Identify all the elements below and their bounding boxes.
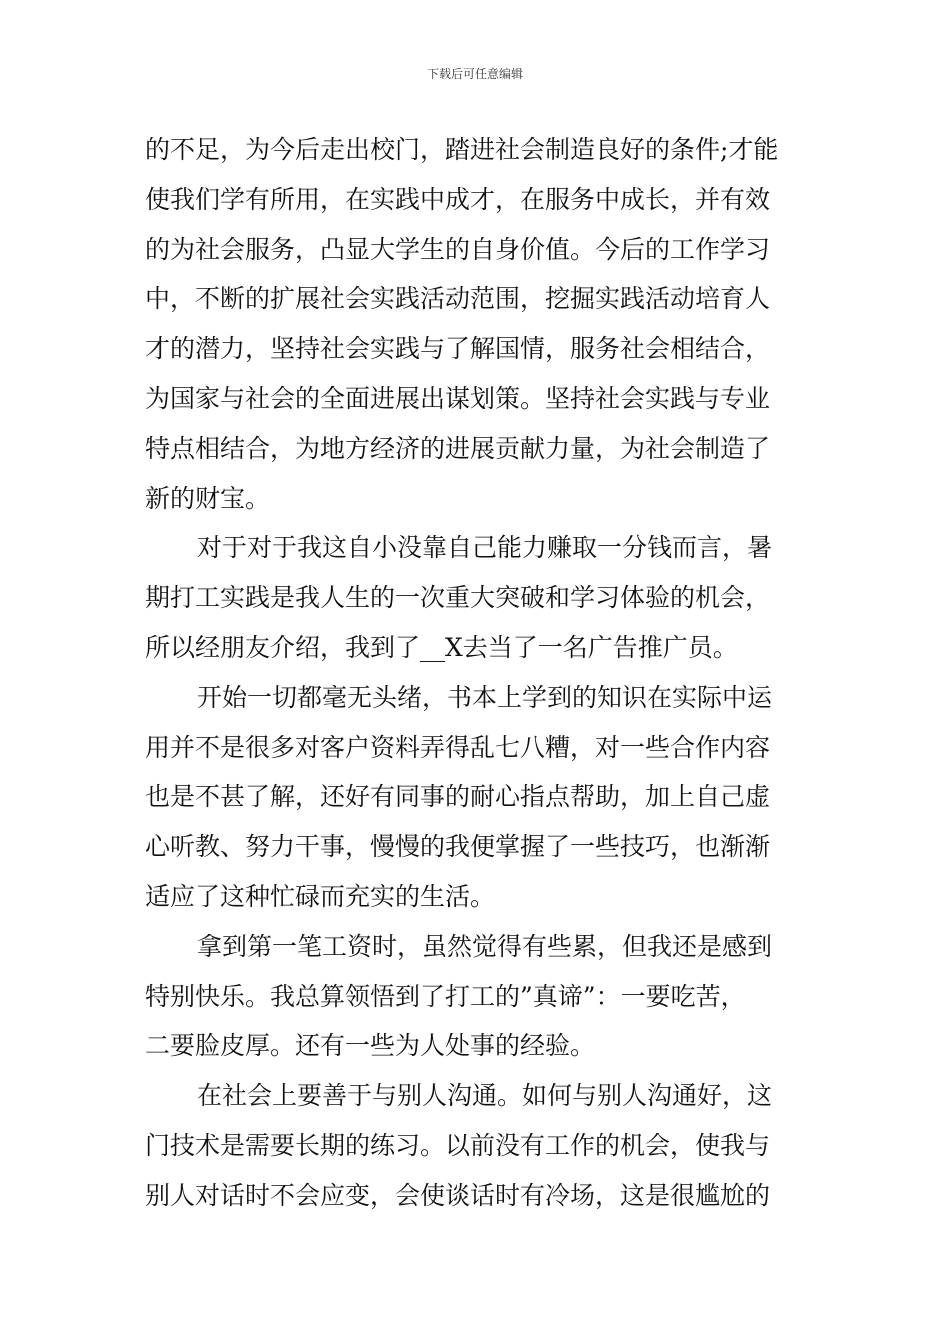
text-line: 的不足，为今后走出校门，踏进社会制造良好的条件;才能 — [145, 135, 779, 164]
text-line: 使我们学有所用，在实践中成才，在服务中成长，并有效 — [145, 184, 771, 214]
text-line: 二要脸皮厚。还有一些为人处事的经验。 — [145, 1031, 596, 1061]
text-line: 所以经朋友介绍，我到了__X去当了一名广告推广员。 — [145, 632, 738, 662]
text-line: 也是不甚了解，还好有同事的耐心指点帮助，加上自己虚 — [145, 782, 771, 812]
paragraph — [145, 1071, 810, 1220]
paragraph — [145, 922, 810, 1071]
text-line: 特点相结合，为地方经济的进展贡献力量，为社会制造了 — [145, 433, 771, 463]
text-line: 门技术是需要长期的练习。以前没有工作的机会，使我与 — [145, 1130, 771, 1160]
text-line: 的为社会服务，凸显大学生的自身价值。今后的工作学习 — [145, 234, 771, 264]
text-line-indented: 对于对于我这自小没靠自己能力赚取一分钱而言，暑 — [197, 533, 773, 563]
text-line: 用并不是很多对客户资料弄得乱七八糟，对一些合作内容 — [145, 732, 771, 762]
text-line: 才的潜力，坚持社会实践与了解国情，服务社会相结合， — [145, 334, 771, 364]
text-line: 心听教、努力干事，慢慢的我便掌握了一些技巧，也渐渐 — [145, 832, 771, 862]
text-line: 为国家与社会的全面进展出谋划策。坚持社会实践与专业 — [145, 383, 771, 413]
text-line: 中，不断的扩展社会实践活动范围，挖掘实践活动培育人 — [145, 284, 771, 314]
document-body — [145, 125, 810, 1221]
paragraph — [145, 523, 810, 672]
text-line-indented: 拿到第一笔工资时，虽然觉得有些累，但我还是感到 — [197, 931, 773, 961]
paragraph — [145, 673, 810, 922]
text-line: 特别快乐。我总算领悟到了打工的”真谛”：一要吃苦， — [145, 981, 746, 1011]
text-line: 别人对话时不会应变，会使谈话时有冷场，这是很尴尬的 — [145, 1180, 771, 1210]
text-line: 期打工实践是我人生的一次重大突破和学习体验的机会， — [145, 583, 771, 613]
paragraph — [145, 125, 810, 523]
text-line: 新的财宝。 — [145, 483, 271, 513]
text-line-indented: 在社会上要善于与别人沟通。如何与别人沟通好，这 — [197, 1081, 773, 1111]
page-header: 下载后可任意编辑 — [426, 67, 523, 81]
text-line: 适应了这种忙碌而充实的生活。 — [145, 881, 496, 911]
text-line-indented: 开始一切都毫无头绪，书本上学到的知识在实际中运 — [197, 682, 773, 712]
